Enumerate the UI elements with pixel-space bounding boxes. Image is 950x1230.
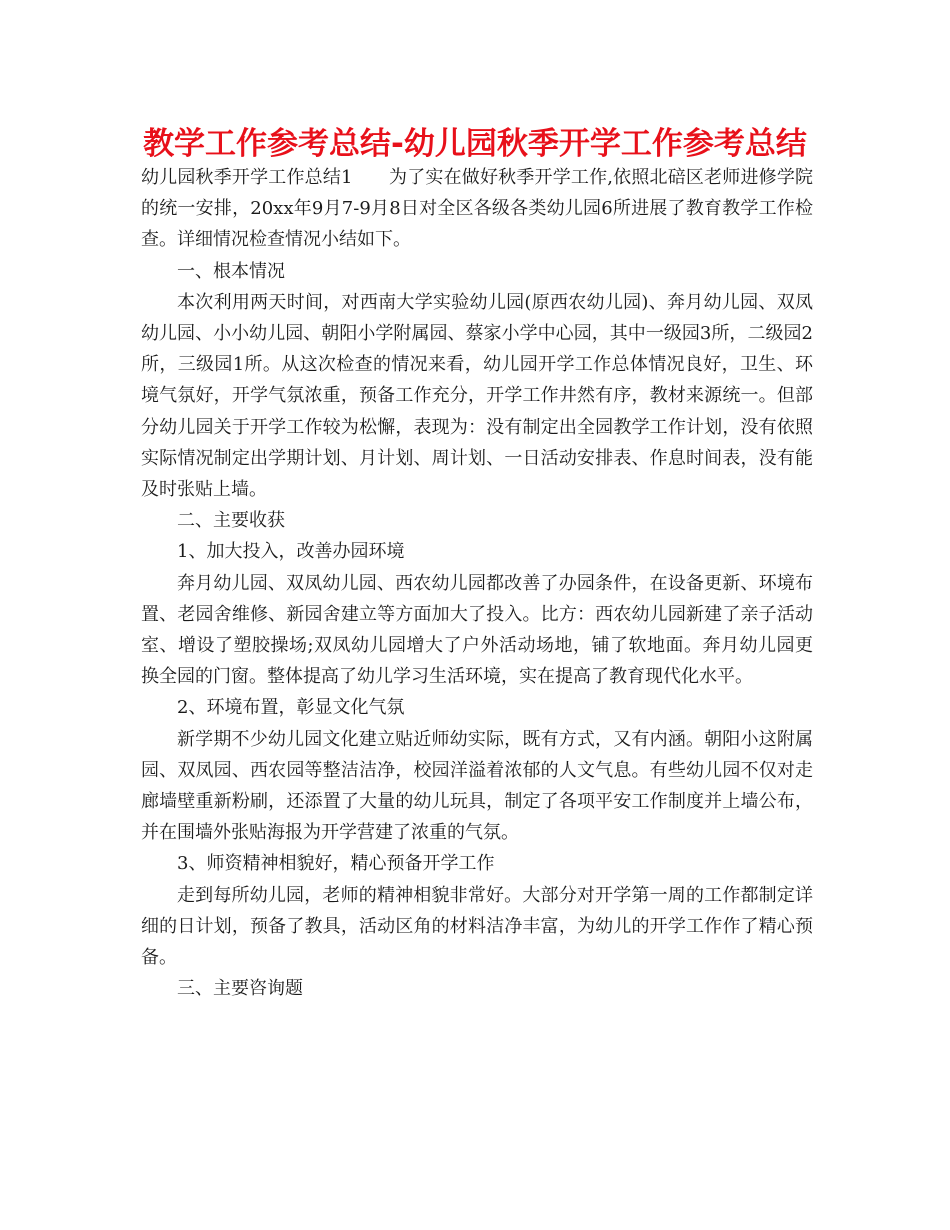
section-paragraph-basic-situation: 本次利用两天时间，对西南大学实验幼儿园(原西农幼儿园)、奔月幼儿园、双凤幼儿园、小小幼儿园、朝阳小学附属园、蔡家小学中心园，其中一级园3所，二级园2所，三级园1所。从这次检查的情况来看，幼儿园开学工作总体情况良好，卫生、环境气氛好，开学气氛浓重，预备工作充分，开学工作井然有序，教材来源统一。但部分幼儿园关于开学工作较为松懈，表现为：没有制定出全园教学工作计划，没有依照实际情况制定出学期计划、月计划、周计划、一日活动安排表、作息时间表，没有能及时张贴上墙。: [141, 291, 813, 501]
section-heading-basic-situation: 一、根本情况: [177, 260, 285, 282]
subheading-investment: 1、加大投入，改善办园环境: [177, 541, 405, 563]
paragraph-teachers: 走到每所幼儿园，老师的精神相貌非常好。大部分对开学第一周的工作都制定详细的日计划，预备了教具，活动区角的材料洁净丰富，为幼儿的开学工作作了精心预备。: [141, 884, 813, 969]
subheading-environment: 2、环境布置，彰显文化气氛: [177, 697, 405, 719]
section-heading-main-issues: 三、主要咨询题: [177, 978, 303, 1000]
subheading-teachers: 3、师资精神相貌好，精心预备开学工作: [177, 853, 495, 875]
lead-paragraph: 幼儿园秋季开学工作总结1 为了实在做好秋季开学工作,依照北碚区老师进修学院的统一安排，20xx年9月7-9月8日对全区各级各类幼儿园6所进展了教育教学工作检查。详细情况检查情况小结如下。: [141, 167, 813, 251]
paragraph-investment: 奔月幼儿园、双凤幼儿园、西农幼儿园都改善了办园条件，在设备更新、环境布置、老园舍维修、新园舍建立等方面加大了投入。比方：西农幼儿园新建了亲子活动室、增设了塑胶操场;双凤幼儿园增大了户外活动场地，铺了软地面。奔月幼儿园更换全园的门窗。整体提高了幼儿学习生活环境，实在提高了教育现代化水平。: [141, 572, 813, 688]
section-heading-main-gains: 二、主要收获: [177, 510, 285, 532]
document-title: 教学工作参考总结-幼儿园秋季开学工作参考总结: [143, 126, 807, 162]
document-body: [141, 162, 813, 1004]
paragraph-environment: 新学期不少幼儿园文化建立贴近师幼实际，既有方式，又有内涵。朝阳小这附属园、双凤园、西农园等整洁洁净，校园洋溢着浓郁的人文气息。有些幼儿园不仅对走廊墙壁重新粉刷，还添置了大量的幼儿玩具，制定了各项平安工作制度并上墙公布，并在围墙外张贴海报为开学营建了浓重的气氛。: [141, 728, 813, 844]
